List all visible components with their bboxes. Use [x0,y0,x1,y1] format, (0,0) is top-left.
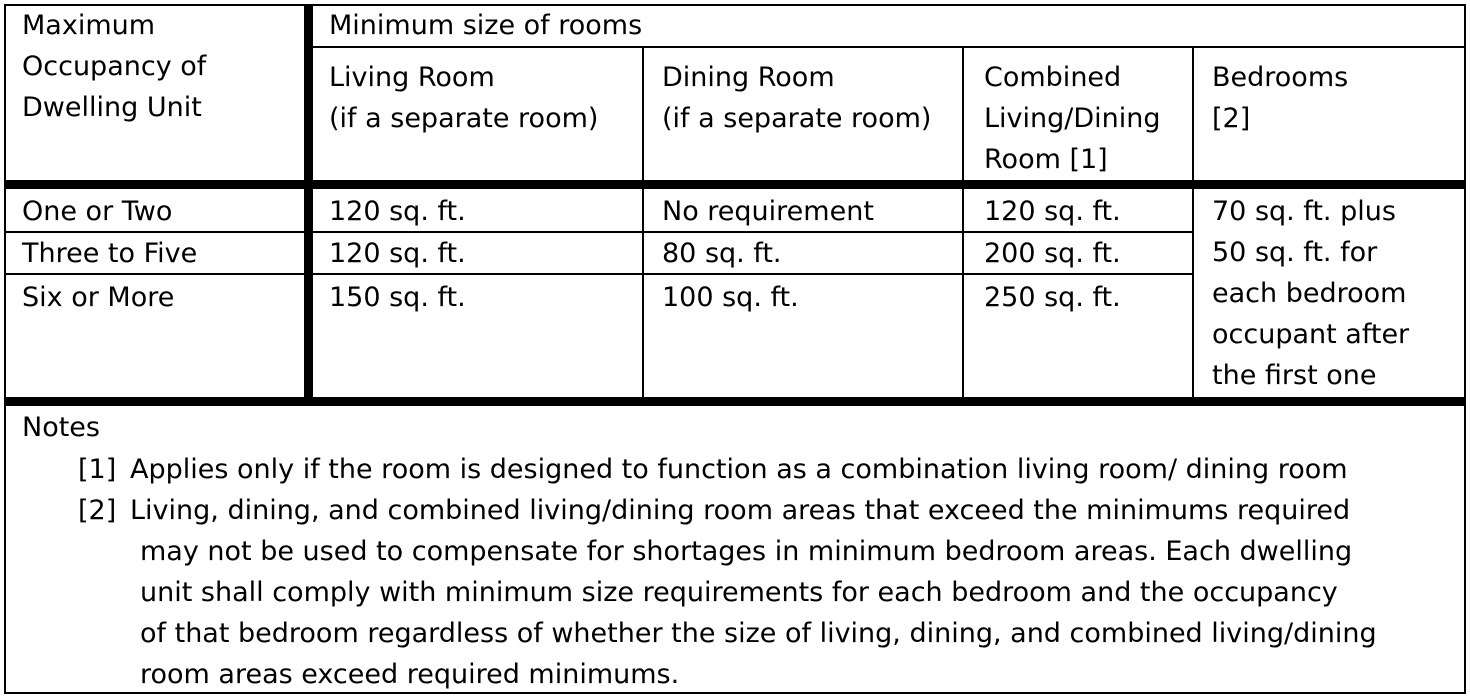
header-thick-rule [4,180,1466,189]
note-2-marker: [2] [78,495,117,526]
row-1-living: 120 sq. ft. [329,196,466,227]
note-2-text-rest: may not be used to compensate for shortages in minimum bedroom areas. Each dwelling unit shall comply with minimum size requirements for each bedroom and the occupancy of that bedroom regardless of whether the size of living, dining, and combined living/dining room areas exceed required minimums. [140,536,1377,690]
border-right [1464,4,1466,694]
row-3-dining: 100 sq. ft. [662,282,799,313]
header-living-room: Living Room (if a separate room) [329,62,599,134]
note-1-marker: [1] [78,454,117,485]
note-1-text: Applies only if the room is designed to function as a combination living room/ dining room [130,454,1348,485]
border-left [4,4,6,694]
header-bedrooms: Bedrooms [2] [1212,62,1349,134]
notes-heading: Notes [22,412,100,443]
row-3-living: 150 sq. ft. [329,282,466,313]
row-2-combined: 200 sq. ft. [984,238,1121,269]
row-3-occupancy: Six or More [22,282,175,313]
col-divider-2 [962,46,964,397]
row-2-dining: 80 sq. ft. [662,238,782,269]
group-header-rule [313,46,1466,48]
thick-vertical-divider [304,4,313,397]
row-3-combined: 250 sq. ft. [984,282,1121,313]
note-2-text-first: Living, dining, and combined living/dining room areas that exceed the minimums required [130,495,1351,526]
header-dining-room: Dining Room (if a separate room) [662,62,932,134]
row-1-dining: No requirement [662,196,874,227]
header-occupancy: Maximum Occupancy of Dwelling Unit [22,10,207,123]
row-1-occupancy: One or Two [22,196,173,227]
row-2-occupancy: Three to Five [22,238,198,269]
col-divider-1 [642,46,644,397]
row-2-living: 120 sq. ft. [329,238,466,269]
col-divider-3 [1192,46,1194,397]
header-min-size-group: Minimum size of rooms [329,10,643,41]
bedrooms-requirement: 70 sq. ft. plus 50 sq. ft. for each bedroom occupant after the first one [1212,196,1410,391]
row-1-combined: 120 sq. ft. [984,196,1121,227]
header-combined-room: Combined Living/Dining Room [1] [984,62,1161,175]
border-top [4,4,1466,6]
table-bottom-thick-rule [4,397,1466,406]
